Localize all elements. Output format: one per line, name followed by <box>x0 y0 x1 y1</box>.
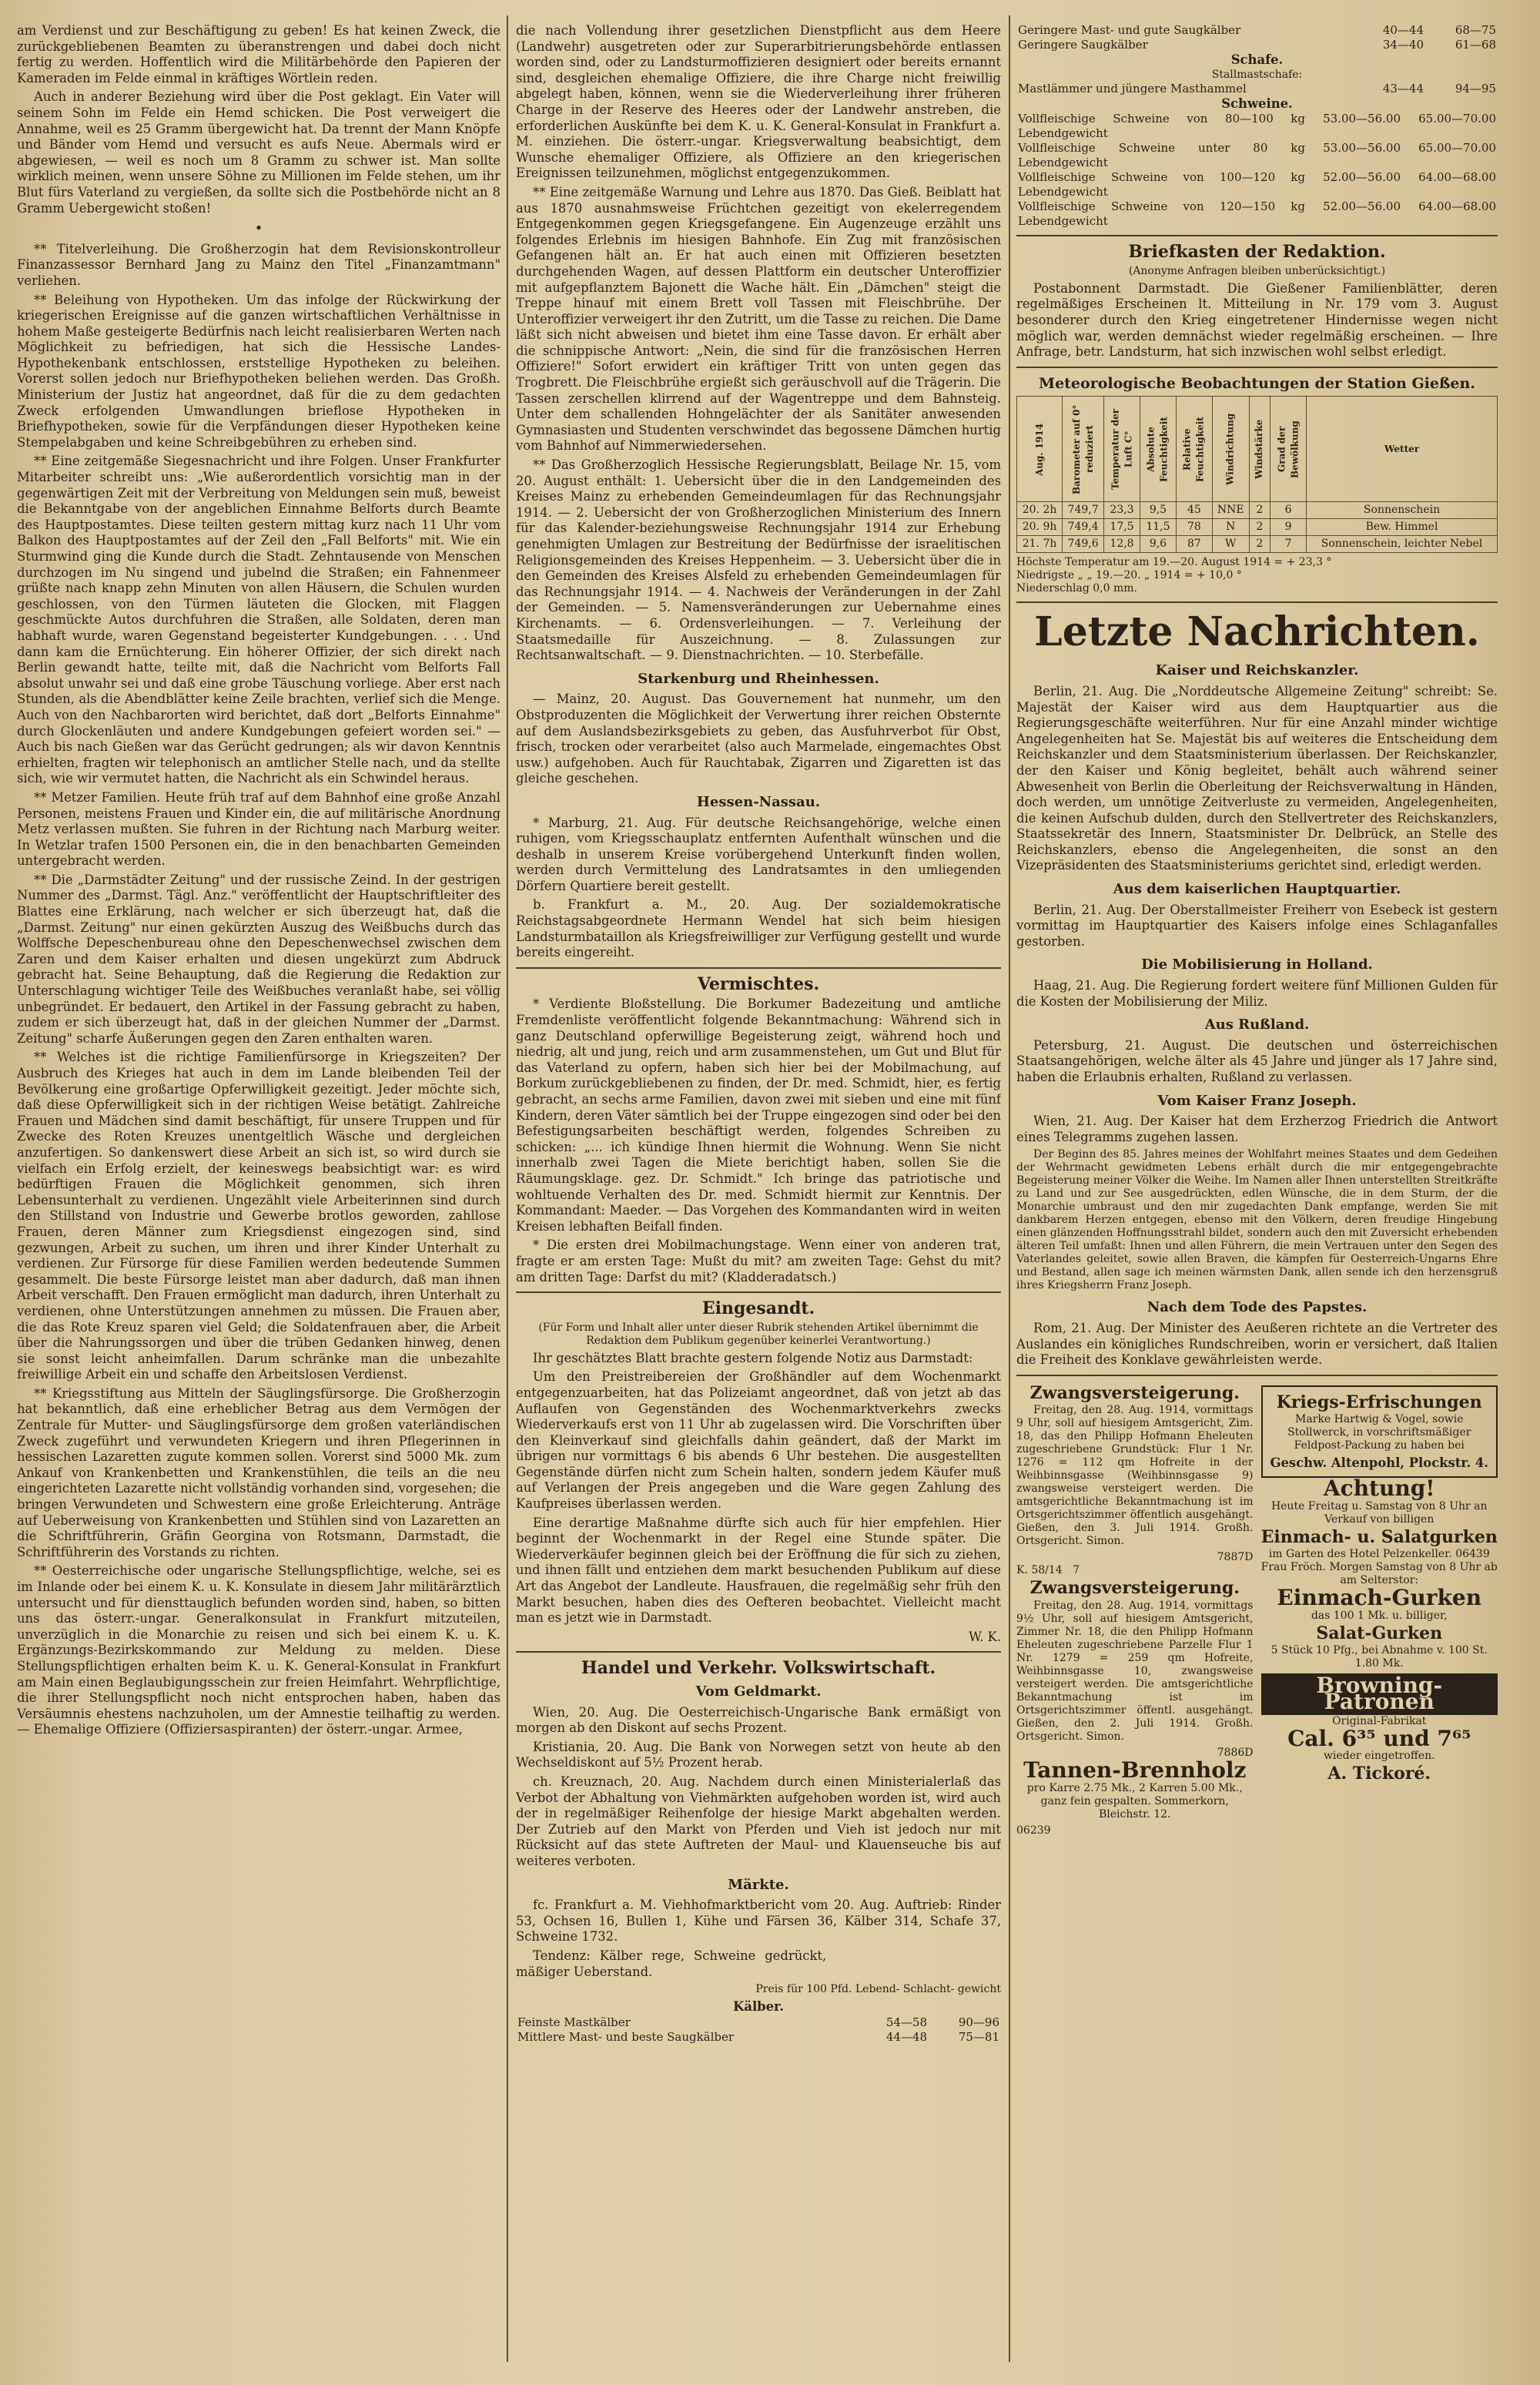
news-heading: Nach dem Tode des Papstes. <box>1147 1299 1368 1316</box>
article-metz-families: ** Metzer Familien. Heute früh traf auf dem Bahnhof eine große Anzahl Personen, meistens Frauen und Kinder ein, die auf militärische Anordnung Metz verlassen mußten. Sie fuhren in der Richtung nach Marburg weiter. In Wetzlar trafen 1500 Personen ein, die in den benachbarten Gemeinden untergebracht werden. <box>17 789 500 869</box>
article-family-care: ** Welches ist die richtige Familienfürsorge in Kriegszeiten? Der Ausbruch des Krieges hat auch in dem im Lande bleibenden Teil der Bevölkerung eine großartige Opferwilligkeit gezeitigt. Jeder möchte sich, daß diese Opferwilligkeit sich in der richtigen Weise betätigt. Zahlreiche Frauen und Mädchen sind damit beschäftigt, für unsere Truppen und für Zwecke des Roten Kreuzes unentgeltlich Wäsche und dergleichen anzufertigen. So dankenswert diese Arbeit an sich ist, so wird durch sie vielfach ein Erfolg erzielt, der keineswegs beabsichtigt war: es wird bedürftigen Frauen die Möglichkeit genommen, sich ihren Lebensunterhalt zu verdienen. Ungezählt viele Arbeiterinnen sind durch den Stillstand von Industrie und Gewerbe brotlos geworden, zahllose Frauen, deren Männer zum Kriegsdienst eingezogen sind, sind gezwungen, Arbeit zu suchen, um ihren und ihrer Kinder Unterhalt zu verdienen. Zur Fürsorge für diese Familien werden bedeutende Summen gesammelt. Die beste Fürsorge leistet man aber dadurch, daß man ihnen Arbeit verschafft. Den Frauen ermöglicht man dadurch, ihren Unterhalt zu verdienen, ohne Unterstützungen annehmen zu müssen. Die Frauen aber, die das Rote Kreuz sparen viel Geld; die Soldatenfrauen aber, die Arbeit über die Nahrungssorgen und über die trüben Gedanken hinweg, denen sie sonst leicht anheimfallen. Darum schränke man die unbezahlte freiwillige Arbeit ein und schaffe den Arbeitslosen Verdienst. <box>17 1050 500 1382</box>
price-label: Vollfleischige Schweine von 100—120 kg Lebendgewicht <box>1018 170 1305 199</box>
news-paragraph: Haag, 21. Aug. Die Regierung fordert weitere fünf Millionen Gulden für die Kosten der Mobilisierung der Miliz. <box>1016 978 1498 1009</box>
section-heading-latest: Letzte Nachrichten. <box>1034 608 1480 656</box>
ad-big: Salat-Gurken <box>1316 1623 1443 1643</box>
table-row <box>1016 38 1498 52</box>
price-slaughter: 64.00—68.00 <box>1418 199 1496 214</box>
section-heading: Hessen-Nassau. <box>696 793 821 810</box>
news-paragraph: Petersburg, 21. August. Die deutschen und österreichischen Staatsangehörigen, welche älter als 45 Jahre und jünger als 17 Jahre sind, haben die Erlaubnis erhalten, Rußland zu verlassen. <box>1016 1037 1498 1084</box>
price-live: 43—44 <box>1382 81 1424 95</box>
article-frankfurt: b. Frankfurt a. M., 20. Aug. Der sozialdemokratische Reichstagsabgeordnete Hermann Wendel hat sich beim hiesigen Landsturmbataillon als Kriegsfreiwilliger zur Verfügung gestellt und wurde bereits eingereiht. <box>516 897 1001 960</box>
ad-code: 7886D <box>1217 1746 1254 1759</box>
price-live: 52.00—56.00 <box>1323 199 1401 214</box>
news-paragraph: Berlin, 21. Aug. Die „Norddeutsche Allgemeine Zeitung" schreibt: Se. Majestät der Kaiser wird aus dem Hauptquartier aus die Regierungsgeschäfte weiterführen. Nur für eine Anzahl minder wichtige Angelegenheiten hat Se. Majestät bis auf weiteres die Entscheidung dem Reichskanzler und dem Staatsministerium überlassen. Der Reichskanzler, der den Kaiser und König begleitet, behält auch während seiner Abwesenheit von Berlin die Oberleitung der Reichsverwaltung in Händen, doch werden, um unnötige Zeitverluste zu vermeiden, Angelegenheiten, die keinen Aufschub dulden, durch den Stellvertreter des Reichskanzlers, Staatssekretär des Innern, Staatsminister Dr. Delbrück, an Stelle des Reichskanzlers, ebenso die Angelegenheiten, die sonst an den Vizepräsidenten des Staatsministeriums gerichtet sind, erledigt werden. <box>1016 683 1498 873</box>
article-warning-1870: ** Eine zeitgemäße Warnung und Lehre aus 1870. Das Gieß. Beiblatt hat aus 1870 ausnahmsweise Früchtchen gezeitigt von ekelerregendem Entgegenkommen gegen Kriegsgefangene. Ein Augenzeuge erzählt uns folgendes Erlebnis im hiesigen Bahnhofe. Ein Zug mit französischen Gefangenen hält an. Er hat auch einen mit Offizieren besetzten durchgehenden Wagen, auf dessen Plattform ein deutscher Unteroffizier mit aufgepflanztem Bajonett die Wache hält. Ein „Dämchen" steigt die Treppe hinauf mit einem Brett voll Tassen mit Fleischbrühe. Der Unteroffizier verweigert ihr den Zutritt, um die Tasse zu reichen. Die Dame läßt sich nicht abweisen und bietet ihm eine Tasse davon. Er erhält aber die schnippische Antwort: „Nein, die sind für die französischen Herren Offiziere!" Sofort erwidert ein kräftiger Tritt von unten gegen das Trogbrett. Die Fleischbrühe ergießt sich geräuschvoll auf die Trägerin. Die Tassen zerschellen klirrend auf der Wagentreppe und dem Bahnsteig. Unter dem schallenden Hohngelächter der als Sanitäter anwesenden Gymnasiasten und Studenten verschwindet das begossene Dämchen hurtig vom Bahnhof auf Nimmerwiedersehen. <box>516 184 1001 454</box>
ad-calibre: Cal. 6³⁵ und 7⁶⁵ <box>1287 1725 1471 1751</box>
cell-cloudiness: 7 <box>1270 536 1307 553</box>
cell-temperature: 12,8 <box>1104 536 1140 553</box>
section-heading-mailbox: Briefkasten der Redaktion. <box>1128 242 1386 263</box>
cell-wind-direction: N <box>1212 519 1249 536</box>
price-label: Geringere Saugkälber <box>1018 38 1148 52</box>
price-table <box>1016 82 1498 96</box>
price-live: 40—44 <box>1382 23 1424 37</box>
article-darmstadt-paper: ** Die „Darmstädter Zeitung" und der russische Zeind. In der gestrigen Nummer des „Darmst. Tägl. Anz." veröffentlicht der Hauptschriftleiter des Blattes eine Erklärung, nach welcher er sich überzeugt hat, daß die „Darmst. Zeitung" nur einen gekürzten Auszug des Weißbuchs durch das Wolffsche Depeschenbureau ohne den Depeschenwechsel zwischen dem Zaren und dem Kaiser erhalten und diesen ungekürzt zum Abdruck gebracht hat. Seine Behauptung, daß die Regierung die Redaktion zur Unterschlagung wichtiger Teile des Weißbuches veranlaßt habe, sei völlig unbegründet. Er bedauert, den Artikel in der Fassung gebracht zu haben, zudem er sich überzeugt hat, daß in der gleichen Nummer der „Darmst. Zeitung" scharfe Äußerungen gegen den Zaren enthalten waren. <box>17 872 500 1046</box>
column-header: Wetter <box>1307 397 1498 502</box>
price-label: Mittlere Mast- und beste Saugkälber <box>517 2029 735 2044</box>
article-money: Kristiania, 20. Aug. Die Bank von Norwegen setzt von heute ab den Wechseldiskont auf 5½ Prozent herab. <box>516 1739 1001 1770</box>
ad-shop: A. Tickoré. <box>1327 1764 1431 1784</box>
news-heading: Kaiser und Reichskanzler. <box>1155 662 1359 679</box>
price-live: 52.00—56.00 <box>1323 170 1401 185</box>
letter-signature: W. K. <box>969 1629 1001 1644</box>
cell-date: 21. 7h <box>1017 536 1063 553</box>
cell-abs-humidity: 11,5 <box>1140 519 1176 536</box>
cell-wind-strength: 2 <box>1249 519 1270 536</box>
article-marburg: * Marburg, 21. Aug. Für deutsche Reichsangehörige, welche einen ruhigen, vom Kriegsschauplatz entfernten Aufenthalt wünschen und die deshalb in unserem Kreise vorübergehend Unterkunft finden wollen, werden durch Vermittelung des Landratsamtes in den umliegenden Dörfern Quartiere bereit gestellt. <box>516 815 1001 893</box>
weather-max: Höchste Temperatur am 19.—20. August 1914 = + 23,3 ° <box>1016 556 1332 569</box>
ad-title-browning: Browning-Patronen <box>1261 1673 1498 1714</box>
table-row <box>1016 141 1498 170</box>
price-slaughter: 64.00—68.00 <box>1418 170 1496 185</box>
column-divider <box>1009 15 1010 2362</box>
price-live: 54—58 <box>886 2015 927 2029</box>
news-paragraph: Wien, 21. Aug. Der Kaiser hat dem Erzherzog Friedrich die Antwort eines Telegramms zugehen lassen. <box>1016 1114 1498 1144</box>
column-header: Windstärke <box>1249 397 1270 502</box>
weather-min: Niedrigste „ „ 19.—20. „ 1914 = + 10,0 ° <box>1016 569 1242 582</box>
price-table <box>1016 23 1498 52</box>
ad-text: 5 Stück 10 Pfg., bei Abnahme v. 100 St. 1.80 Mk. <box>1270 1644 1488 1670</box>
cell-date: 20. 2h <box>1017 502 1063 519</box>
mailbox-note: (Anonyme Anfragen bleiben unberücksichtigt.) <box>1128 264 1386 277</box>
ad-text: Freitag, den 28. Aug. 1914, vormittags 9½ Uhr, soll auf hiesigem Amtsgericht, Zimmer Nr. 18, die den Philipp Hofmann Eheleuten zugeschriebene Parzelle Flur 1 Nr. 1279 = 259 qm Hofreite, Weihbinnsgasse 10, zwangsweise versteigert werden. Die amtsgerichtliche Bekanntmachung ist im Ortsgerichtszimmer öffentl. ausgehängt. Gießen, den 2. Juli 1914. Großh. Ortsgericht. Simon. <box>1016 1599 1254 1743</box>
letter-paragraph: Eine derartige Maßnahme dürfte sich auch für hier empfehlen. Hier beginnt der Wochenmarkt in der Regel eine Stunde später. Die Wiederverkäufer beginnen gleich bei der Eröffnung die für sich zu ziehen, und ihnen fällt und entziehen dem markt besuchenden Publikum auf diese Art das Angebot der Landleute. Hausfrauen, die regelmäßig sehr früh den Markt besuchen, haben dies des Oefteren beobachtet. Vielleicht macht man es jetzt wie in Darmstadt. <box>516 1515 1001 1626</box>
price-header: Preis für 100 Pfd. Lebend- Schlacht- gewicht <box>755 1983 1001 1996</box>
weather-rain: Niederschlag 0,0 mm. <box>1016 582 1137 595</box>
ad-text: das 100 1 Mk. u. billiger, <box>1311 1609 1448 1622</box>
ad-code: 06239 <box>1016 1824 1051 1837</box>
section-rule <box>516 1291 1001 1293</box>
article-kreuznach: ch. Kreuznach, 20. Aug. Nachdem durch einen Ministerialerlaß das Verbot der Abhaltung von Viehmärkten aufgehoben worden ist, wird auch der in regelmäßiger Reihenfolge der hiesige Markt abgehalten werden. Der Zutrieb auf den Markt von Pferden und Vieh ist jedoch nur mit Rücksicht auf das stete Auftreten der Maul- und Klauenseuche bis auf weiteres verboten. <box>516 1774 1001 1868</box>
article-paragraph: Auch in anderer Beziehung wird über die Post geklagt. Ein Vater will seinem Sohn im Felde ein Hemd schicken. Die Post verweigert die Annahme, weil es 25 Gramm übergewicht hat. Da trennt der Mann Knöpfe und Bänder vom Hemd und versucht es aufs Neue. Abermals wird er abgewiesen, — weil es noch um 8 Gramm zu schwer ist. Man sollte wirklich meinen, wenn unsere Söhne zu Millionen im Felde stehen, um ihr Blut fürs Vaterland zu vergießen, da sollte sich die Postbehörde nicht an 8 Gramm Uebergewicht stoßen! <box>17 89 500 216</box>
letter-paragraph: Ihr geschätztes Blatt brachte gestern folgende Notiz aus Darmstadt: <box>533 1350 973 1365</box>
article-misc: * Die ersten drei Mobilmachungstage. Wenn einer von anderen trat, fragte er am ersten Tage: Mußt du mit? am zweiten Tage: Gehst du mit? am dritten Tage: Darfst du mit? (Kladderadatsch.) <box>516 1238 1001 1285</box>
section-rule <box>516 967 1001 969</box>
column-header: Absolute Feuchtigkeit <box>1140 397 1176 502</box>
article-infant-care: ** Kriegsstiftung aus Mitteln der Säuglingsfürsorge. Die Großherzogin hat bekanntlich, daß eine erheblicher Betrag aus dem Vermögen der Zentrale für Mutter- und Säuglingsfürsorge dem großen vaterländischen Zweck zugeführt und verwundeten Kriegern und ihren Pflegerinnen in hessischen Lazaretten zugute kommen sollen. Vorerst sind 5000 Mk. zum Ankauf von Krankenbetten und Krankenstühlen, die teils an die neu eingerichteten Lazarette nicht vollständig vorhanden sind, vorgesehen; die bringen Verwundeten und Schwestern eine große Erleichterung. Anträge auf Ueberweisung von Krankenbetten und Stühlen sind von Lazaretten an die Schriftführerin, Gräfin Georgina von Rotsmann, Darmstadt, die Schriftführerin des Vorstands zu richten. <box>17 1385 500 1559</box>
cell-barometer: 749,6 <box>1063 536 1104 553</box>
cell-weather: Bew. Himmel <box>1307 519 1498 536</box>
price-slaughter: 90—96 <box>958 2015 999 2029</box>
section-heading: Starkenburg und Rheinhessen. <box>638 670 879 687</box>
section-heading-letters: Eingesandt. <box>701 1298 815 1319</box>
price-slaughter: 94—95 <box>1455 81 1496 95</box>
price-category: Schweine. <box>1221 95 1293 111</box>
cell-rel-humidity: 45 <box>1176 502 1212 519</box>
news-paragraph: Berlin, 21. Aug. Der Oberstallmeister Freiherr von Esebeck ist gestern vormittag im Hauptquartier des Kaisers infolge eines Schlaganfalles gestorben. <box>1016 902 1498 949</box>
ad-text: wieder eingetroffen. <box>1323 1750 1435 1763</box>
column-header: Temperatur der Luft C° <box>1104 397 1140 502</box>
ad-shop: Geschw. Altenpohl, Plockstr. 4. <box>1270 1455 1488 1471</box>
article-money: Wien, 20. Aug. Die Oesterreichisch-Ungarische Bank ermäßigt von morgen ab den Diskont auf sechs Prozent. <box>516 1704 1001 1736</box>
news-heading: Aus dem kaiserlichen Hauptquartier. <box>1113 881 1401 898</box>
table-row <box>1017 519 1498 536</box>
ad-box <box>1261 1385 1498 1478</box>
cell-wind-strength: 2 <box>1249 502 1270 519</box>
disclaimer: (Für Form und Inhalt aller unter dieser Rubrik stehenden Artikel übernimmt die Redaktion dem Publikum gegenüber keinerlei Verantwortung.) <box>538 1321 979 1347</box>
ad-title-firewood: Tannen-Brennholz <box>1023 1757 1247 1783</box>
ad-title: Zwangsversteigerung. <box>1029 1578 1240 1599</box>
cell-barometer: 749,4 <box>1063 519 1104 536</box>
cell-wind-direction: NNE <box>1212 502 1249 519</box>
ad-title: Zwangsversteigerung. <box>1029 1382 1240 1403</box>
section-heading-trade: Handel und Verkehr. Volkswirtschaft. <box>581 1658 936 1679</box>
cell-abs-humidity: 9,5 <box>1140 502 1176 519</box>
section-rule <box>516 1651 1001 1653</box>
column-divider <box>507 15 508 2362</box>
cell-wind-strength: 2 <box>1249 536 1270 553</box>
price-label: Feinste Mastkälber <box>517 2015 631 2029</box>
column-header: Relative Feuchtigkeit <box>1176 397 1212 502</box>
cell-rel-humidity: 87 <box>1176 536 1212 553</box>
price-slaughter: 68—75 <box>1455 23 1496 37</box>
column-header: Grad der Bewölkung <box>1270 397 1307 502</box>
article-mortgages: ** Beleihung von Hypotheken. Um das infolge der Rückwirkung der kriegerischen Ereignisse auf die ganzen wirtschaftlichen Verhältnisse in hohem Maße gesteigerte Bedürfnis nach leicht realisierbaren Werten nach Möglichkeit zu befriedigen, hat sich die Hessische Landes-Hypothekenbank entschlossen, erststellige Hypotheken zu beleihen. Vorerst sollen jedoch nur Briefhypotheken beliehen werden. Das Großh. Ministerium der Justiz hat angeordnet, daß für die zu dem gedachten Zweck erfolgenden Umwandlungen brieflose Hypotheken in Briefhypotheken, sowie für die Verpfändungen dieser Hypotheken keine Stempelabgaben und keine Schreibgebühren zu erheben sind. <box>17 292 500 450</box>
ad-case-code: K. 58/14 <box>1016 1564 1063 1577</box>
section-heading-misc: Vermischtes. <box>697 973 820 994</box>
section-heading: Vom Geldmarkt. <box>695 1683 822 1700</box>
article-paragraph: die nach Vollendung ihrer gesetzlichen Dienstpflicht aus dem Heere (Landwehr) ausgetreten oder zur Superarbitrierungsbehörde entlassen worden sind, oder zu Landsturmoffizieren designiert oder bereits ernannt sind, desgleichen ehemalige Offiziere, die ihre Charge nicht freiwillig abgelegt haben, können, wenn sie die Wiederverleihung ihrer früheren Charge in der Reserve des Heeres oder der Landwehr anstreben, die erforderlichen Auskünfte bei dem K. u. K. General-Konsulat in Frankfurt a. M. einziehen. Die österr.-ungar. Kriegsverwaltung beabsichtigt, dem Wunsche ehemaliger Offiziere, als Offiziere an den kriegerischen Ereignissen teilzunehmen, möglichst entgegenzukommen. <box>516 23 1001 181</box>
column-header: Windrichtung <box>1212 397 1249 502</box>
article-gazette: ** Das Großherzoglich Hessische Regierungsblatt, Beilage Nr. 15, vom 20. August enthält: 1. Uebersicht über die in den Landgemeinden des Kreises Mainz zu erhebenden Gemeindeumlagen für das Rechnungsjahr 1914. — 2. Uebersicht der von Großherzoglichen Ministerium des Innern für das Kalender-beziehungsweise Rechnungsjahr 1914 zur Erhebung genehmigten Umlagen zur Bestreitung der Bedürfnisse der israelitischen Religionsgemeinden des Kreises Heppenheim. — 3. Uebersicht über die in den Gemeinden des Kreises Alsfeld zu erhebenden Gemeindeumlagen für das Rechnungsjahr 1914. — 4. Nachweis der Veränderungen in der Zahl der Gemeinden. — 5. Namensveränderungen zur Uebernahme eines Kirchenamts. — 6. Ordensverleihungen. — 7. Verleihung der Staatsmedaille für Auszeichnung. — 8. Zulassungen zur Rechtsanwaltschaft. — 9. Dienstnachrichten. — 10. Sterbefälle. <box>516 457 1001 663</box>
table-row <box>1017 536 1498 553</box>
table-row <box>1017 502 1498 519</box>
table-row <box>516 2015 1001 2030</box>
section-rule <box>1016 1375 1498 1376</box>
table-header-row <box>1017 397 1498 502</box>
cell-weather: Sonnenschein, leichter Nebel <box>1307 536 1498 553</box>
mailbox-text: Postabonnent Darmstadt. Die Gießener Familienblätter, deren regelmäßiges Erscheinen lt. Mitteilung in Nr. 179 vom 3. August besonderer durch den Krieg eingetretener Hindernisse wegen nicht möglich war, werden demnächst wieder regelmäßig erscheinen. — Ihre Anfrage, betr. Landsturm, hat sich inzwischen wohl selbst erledigt. <box>1016 280 1498 360</box>
cell-date: 20. 9h <box>1017 519 1063 536</box>
ad-text: pro Karre 2.75 Mk., 2 Karren 5.00 Mk., ganz fein gespalten. Sommerkorn, Bleichstr. 12. <box>1026 1781 1243 1821</box>
price-table <box>516 2015 1001 2045</box>
ad-case <box>1016 1564 1254 1577</box>
price-slaughter: 65.00—70.00 <box>1418 141 1496 156</box>
section-rule <box>1016 601 1498 603</box>
price-category: Kälber. <box>733 1999 784 2015</box>
price-slaughter: 75—81 <box>958 2029 999 2044</box>
ad-text: Heute Freitag u. Samstag von 8 Uhr an Verkauf von billigen <box>1270 1499 1488 1526</box>
cell-temperature: 17,5 <box>1104 519 1140 536</box>
ad-text: Freitag, den 28. Aug. 1914, vormittags 9 Uhr, soll auf hiesigem Amtsgericht, Zim. 18, das den Philipp Hofmann Eheleuten zugeschriebene Grundstück: Flur 1 Nr. 1276 = 112 qm Hofreite in der Weihbinnsgasse (Weihbinnsgasse 9) zwangsweise versteigert werden. Die amtsgerichtliche Bekanntmachung ist im Ortsgerichtszimmer öffentlich ausgehängt. Gießen, den 3. Juli 1914. Großh. Ortsgericht. Simon. <box>1016 1404 1254 1548</box>
news-heading: Aus Rußland. <box>1204 1017 1310 1033</box>
column-header: Barometer auf 0° reduziert <box>1063 397 1104 502</box>
column-left <box>17 23 500 2354</box>
price-slaughter: 61—68 <box>1455 38 1496 52</box>
table-row <box>1016 170 1498 199</box>
table-row <box>1016 23 1498 38</box>
news-heading: Die Mobilisierung in Holland. <box>1141 956 1373 973</box>
article-title-award: ** Titelverleihung. Die Großherzogin hat dem Revisionskontrolleur Finanzassessor Bernhard Jang zu Mainz den Titel „Finanzamtmann" verliehen. <box>17 241 500 288</box>
article-tendency: Tendenz: Kälber rege, Schweine gedrückt, mäßiger Ueberstand. <box>516 1948 827 1979</box>
article-paragraph: am Verdienst und zur Beschäftigung zu geben! Es hat keinen Zweck, die zurückgebliebenen Beamten zu überanstrengen und dabei doch nicht fertig zu werden. Hoffentlich wird die Militärbehörde den Papieren der Kameraden im Felde einmal in kräftiges Wörtlein reden. <box>17 23 500 85</box>
cell-cloudiness: 9 <box>1270 519 1307 536</box>
ad-text: im Garten des Hotel Pelzenkeller. 06439 Frau Fröch. Morgen Samstag von 8 Uhr ab am Selterstor: <box>1260 1548 1498 1587</box>
price-subcategory: Stallmastschafe: <box>1211 68 1303 81</box>
ad-column-left <box>1016 1382 1254 1837</box>
ad-code: 7887D <box>1217 1551 1254 1564</box>
news-heading: Vom Kaiser Franz Joseph. <box>1157 1092 1357 1109</box>
cell-abs-humidity: 9,6 <box>1140 536 1176 553</box>
cell-wind-direction: W <box>1212 536 1249 553</box>
article-misc: * Verdiente Bloßstellung. Die Borkumer Badezeitung und amtliche Fremdenliste veröffentlicht folgende Bekanntmachung: Während sich in ganz Deutschland opferwillige Begeisterung zeigt, während hoch und niedrig, alt und jung, reich und arm zusammenstehen, um Gut und Blut für das Vaterland zu opfern, haben sich hier bei der Mobilmachung, auf Borkum zurückgebliebenen zu finden, der Dr. med. Schmidt, hier, es fertig gebracht, an sechs arme Familien, davon zwei mit sieben und eine mit fünf Kindern, deren Väter sämtlich bei der Truppe eingezogen sind oder bei den Befestigungsarbeiten beschäftigt werden, folgendes Schreiben zu schicken: „... ich kündige Ihnen hiermit die Wohnung. Wenn Sie nicht innerhalb zwei Tagen die Miete berichtigt haben, sollen Sie die Räumungsklage. gez. Dr. Schmidt." Ich bringe das patriotische und wohltuende Verhalten des Dr. med. Schmidt hiermit zur Kenntnis. Der Kommandant: Maeder. — Das Vorgehen des Kommandanten wird in weiten Kreisen lebhaften Beifall finden. <box>516 997 1001 1234</box>
letter-paragraph: Um den Preistreibereien der Großhändler auf dem Wochenmarkt entgegenzuarbeiten, hat das Polizeiamt angeordnet, daß von jetzt ab das Auflaufen von Gegenständen des Wochenmarktverkehrs zwecks Wiederverkaufs erst von 11 Uhr ab zugelassen wird. Die Vorschriften über den Kleinverkauf sind gleichfalls dahin geändert, daß der Markt im übrigen nur vormittags 6 bis abends 6 Uhr bestehen. Die ausgestellten Gegenstände dürfen nicht zum Schein halten, sondern jedem Käufer muß auf Verlangen der Preis angegeben und die Ware gegen Zahlung des Kaufpreises überlassen werden. <box>516 1369 1001 1512</box>
cell-cloudiness: 6 <box>1270 502 1307 519</box>
ad-title: Kriegs-Erfrischungen <box>1276 1392 1482 1412</box>
price-live: 53.00—56.00 <box>1323 141 1401 156</box>
price-label: Vollfleischige Schweine unter 80 kg Lebendgewicht <box>1018 141 1305 170</box>
price-live: 53.00—56.00 <box>1323 112 1401 126</box>
price-category: Schafe. <box>1230 52 1284 67</box>
section-heading: Märkte. <box>728 1876 789 1893</box>
table-row <box>1016 199 1498 229</box>
cell-barometer: 749,7 <box>1063 502 1104 519</box>
separator-dot: • <box>254 220 263 237</box>
price-label: Mastlämmer und jüngere Masthammel <box>1018 81 1247 95</box>
price-slaughter: 65.00—70.00 <box>1418 112 1496 126</box>
ad-column-right <box>1261 1382 1498 1837</box>
ad-text: Marke Hartwig & Vogel, sowie Stollwerck, in vorschriftsmäßiger Feldpost-Packung zu haben bei <box>1287 1413 1471 1452</box>
news-paragraph: Der Beginn des 85. Jahres meines der Wohlfahrt meines Staates und dem Gedeihen der Wehrmacht gewidmeten Lebens erhält durch die mir entgegengebrachte Begeisterung meiner Völker die Weihe. Im Namen aller Ihnen unterstellten Streitkräfte zu Land und zur See ausgedrückten, edlen Wünsche, die in dem Sturm, der die Monarchie umbraust und den mir zugedachten Dank empfange, werden Sie mit dankbarem Herzen entgegen, ebenso mit den Völkern, deren freudige Hingebung einen glänzenden Hoffnungsstrahl bildet, sondern auch den mit Zuversicht erhebenden älteren Teil umfaßt: Ihnen und allen Führern, die mein Vertrauen unter den Segen des Vaterlandes geleitet, sowie allen Braven, die kämpfen für Oesterreich-Ungarns Ehre und Bestand, allen sage ich meinen wärmsten Dank, allen sende ich den herzensgruß ihres Kriegsherrn Franz Joseph. <box>1016 1148 1498 1292</box>
article-mainz: — Mainz, 20. August. Das Gouvernement hat nunmehr, um den Obstproduzenten die Möglichkeit der Verwertung ihrer reichen Obsternte auf dem Auslandsbezirksgebiets zu geben, das Ausfuhrverbot für Obst, frisch, trocken oder verarbeitet (also auch Marmelade, eingemachtes Obst usw.) aufgehoben. Auch für Rauchtabak, Zigarren und Zigaretten ist das gleiche geschehen. <box>516 692 1001 786</box>
column-header: Aug. 1914 <box>1017 397 1063 502</box>
price-live: 34—40 <box>1382 38 1424 52</box>
table-row <box>1016 112 1498 141</box>
ad-title-attention: Achtung! <box>1323 1475 1435 1501</box>
weather-table <box>1016 396 1498 553</box>
article-cattle-market: fc. Frankfurt a. M. Viehhofmarktbericht vom 20. Aug. Auftrieb: Rinder 53, Ochsen 16, Bullen 1, Kühe und Färsen 36, Kälber 314, Schafe 37, Schweine 1732. <box>516 1898 1001 1945</box>
section-rule <box>1016 235 1498 236</box>
article-austria-hungary: ** Oesterreichische oder ungarische Stellungspflichtige, welche, sei es im Inlande oder bei einem K. u. K. Konsulate in diesem Jahr militärärztlich untersucht und für diensttauglich befunden worden sind, haben, so bitten uns das österr.-ungar. Generalkonsulat in Frankfurt mitzuteilen, unverzüglich in die Monarchie zu reisen und sich bei einem K. u. K. Ergänzungs-Bezirkskommando zur Meldung zu melden. Diese Stellungspflichtigen erhalten beim K. u. K. General-Konsulat in Frankfurt am Main einen Beglaubigungsschein zur freien Heimfahrt. Wehrpflichtige, die ihrer Stellungspflicht noch nicht entsprochen haben, haben das Versäumnis ehestens nachzuholen, um der Amnestie teilhaftig zu werden. — Ehemalige Offiziere (Offiziersaspiranten) der österr.-ungar. Armee, <box>17 1563 500 1737</box>
cell-temperature: 23,3 <box>1104 502 1140 519</box>
section-rule <box>1016 367 1498 368</box>
price-label: Geringere Mast- und gute Saugkälber <box>1018 23 1241 37</box>
news-paragraph: Rom, 21. Aug. Der Minister des Aeußeren richtete an die Vertreter des Auslandes ein königliches Rundschreiben, worin er versichert, daß Italien die Freiheit des Konklave gewährleisten werde. <box>1016 1320 1498 1368</box>
advertisements <box>1016 1382 1498 1837</box>
ad-text: Original-Fabrikat <box>1332 1714 1427 1727</box>
section-heading-weather: Meteorologische Beobachtungen der Station Gießen. <box>1039 374 1475 392</box>
ad-big: Einmach- u. Salatgurken <box>1260 1526 1498 1547</box>
ad-big: Einmach-Gurken <box>1277 1585 1482 1611</box>
ad-case-num: 7 <box>1073 1564 1080 1577</box>
price-label: Vollfleischige Schweine von 120—150 kg Lebendgewicht <box>1018 199 1305 229</box>
price-label: Vollfleischige Schweine von 80—100 kg Lebendgewicht <box>1018 112 1305 141</box>
article-victory-news: ** Eine zeitgemäße Siegesnachricht und ihre Folgen. Unser Frankfurter Mitarbeiter schreibt uns: „Wie außerordentlich vorsichtig man in der gegenwärtigen Zeit mit der Verbreitung von Meldungen sein muß, beweist die Bekanntgabe von der angeblichen Einnahme Belforts durch Beamte des Hauptpostamtes. Diese teilten gestern mittag kurz nach 11 Uhr vom Balkon des Hauptpostamtes auf der Zeil den „Fall Belforts" mit. Wie ein Sturmwind ging die Kunde durch die Stadt. Zehntausende von Menschen durchzogen im Nu singend und jubelnd die Straßen; ein Fahnenmeer grüßte nach knapp zehn Minuten von allen Häusern, die Schulen wurden geschlossen, von den Türmen läuteten die Glocken, mit Flaggen geschmückte Autos durchfuhren die Straßen, alle Soldaten, deren man habhaft wurde, waren Gegenstand begeisterter Kundgebungen. . . . Und dann kam die Ernüchterung. Ein höherer Offizier, der sich direkt nach Berlin gewandt hatte, teilte mit, daß die Nachricht vom Belforts Fall absolut unwahr sei und daß eine grobe Täuschung vorliege. Aber erst nach Stunden, als die Abendblätter keine Zeile brachten, verlief sich die Menge. Auch von den Nachbarorten wird berichtet, daß dort „Belforts Einnahme" durch Glockenläuten und andere Kundgebungen gefeiert worden sei." — Auch bis nach Gießen war das Gerücht gedrungen; als wir davon Kenntnis erhielten, fragten wir telephonisch an amtlicher Stelle nach, und da stellte sich, wie wir vermutet hatten, die Nachricht als ein Schwindel heraus. <box>17 454 500 786</box>
cell-weather: Sonnenschein <box>1307 502 1498 519</box>
price-live: 44—48 <box>886 2029 927 2044</box>
column-right <box>1016 23 1498 2354</box>
price-table <box>1016 112 1498 229</box>
table-row <box>516 2030 1001 2045</box>
table-row <box>1016 82 1498 96</box>
cell-rel-humidity: 78 <box>1176 519 1212 536</box>
column-middle <box>516 23 1001 2354</box>
